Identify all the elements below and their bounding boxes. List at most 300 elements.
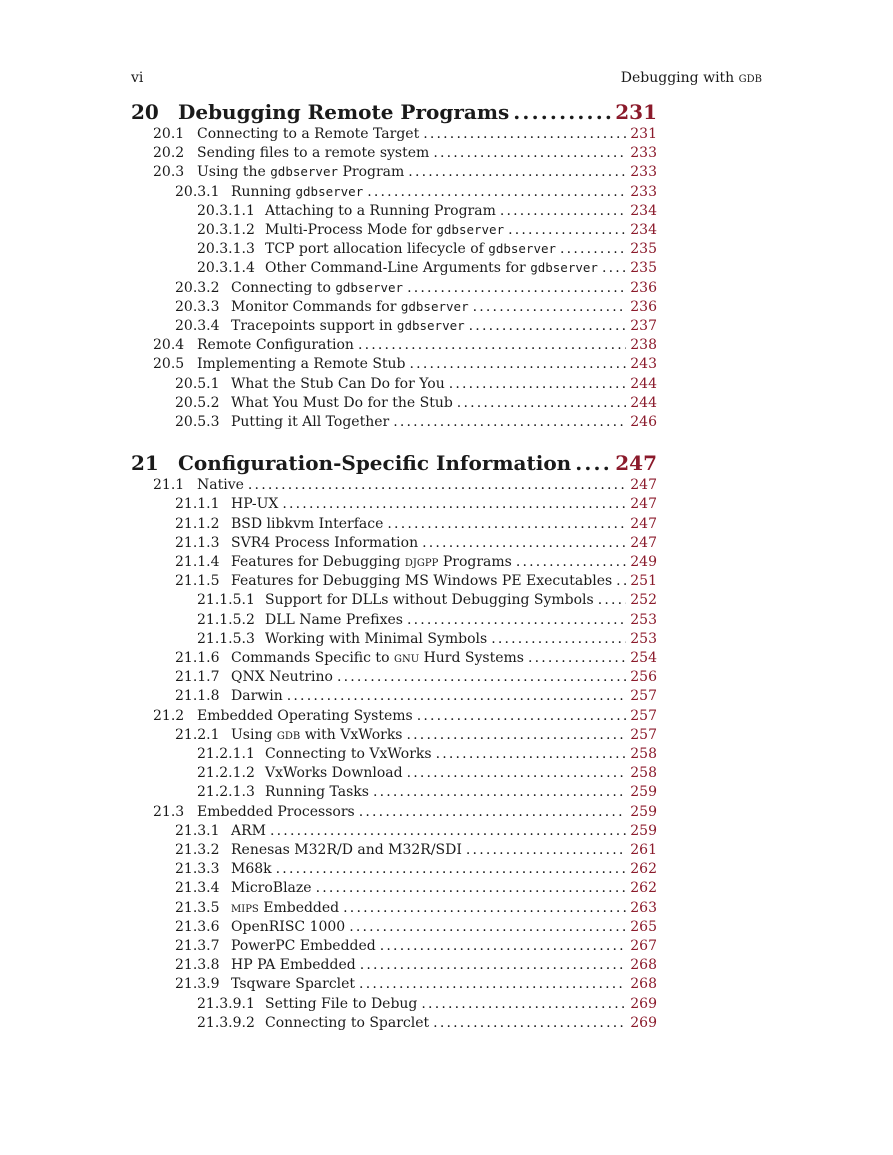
section-number: 20.3.1.3	[197, 241, 255, 258]
section-number: 21.1.3	[175, 534, 220, 551]
section-number: 20.1	[153, 126, 185, 142]
dot-leader	[380, 938, 627, 954]
toc-entry-21.1.5.2[interactable]	[197, 612, 657, 631]
title-segment: gdbserver	[488, 241, 557, 257]
page-number-link[interactable]: 233	[630, 164, 657, 181]
page-number-link[interactable]: 268	[630, 976, 657, 993]
section-title	[231, 976, 355, 992]
title-segment: Tsqware Sparclet	[231, 976, 356, 993]
section-title	[231, 573, 612, 589]
title-segment: Tracepoints support in	[231, 318, 397, 334]
dot-leader	[436, 746, 627, 762]
title-segment: Other Command-Line Arguments for	[265, 260, 531, 277]
section-title	[197, 145, 429, 161]
dot-leader	[513, 100, 611, 124]
title-segment: Hurd Systems	[419, 650, 524, 666]
page-number-link[interactable]: 249	[630, 554, 657, 570]
toc-entry-20.4[interactable]	[153, 337, 657, 356]
title-segment: gdbserver	[295, 183, 364, 199]
title-segment: Multi-Process Mode for	[265, 222, 437, 238]
title-segment: Embedded Operating Systems	[197, 707, 413, 724]
section-number: 21.1.7	[175, 669, 220, 686]
section-number: 21.1.4	[175, 554, 220, 570]
section-title	[197, 477, 244, 493]
title-segment: M68k	[231, 861, 272, 878]
title-segment: Using the	[197, 164, 271, 181]
page-number-link[interactable]: 262	[630, 861, 657, 878]
dot-leader	[598, 592, 627, 608]
section-number: 20.3.1	[175, 183, 220, 200]
title-segment: Attaching to a Running Program	[265, 202, 496, 219]
section-number: 20	[131, 100, 159, 124]
title-segment: Running Tasks	[265, 784, 369, 801]
title-segment: djgpp	[404, 554, 439, 570]
title-segment: Native	[197, 477, 244, 494]
section-number: 20.4	[153, 337, 185, 354]
dot-leader	[359, 976, 626, 992]
dot-leader	[422, 535, 626, 551]
section-number: 21.2.1.3	[197, 784, 255, 801]
section-title	[231, 938, 376, 954]
toc-entry-21.2.1.1[interactable]	[197, 746, 657, 765]
section-title	[231, 395, 453, 411]
dot-leader	[469, 318, 627, 334]
toc-entry-21.1[interactable]	[153, 477, 657, 496]
title-segment: BSD libkvm Interface	[231, 515, 384, 532]
page-number-link[interactable]: 244	[630, 375, 657, 392]
section-title	[265, 260, 598, 276]
title-segment: What You Must Do for the Stub	[231, 394, 453, 411]
toc-chapter-21[interactable]	[131, 451, 657, 477]
title-segment: gdbserver	[396, 318, 465, 333]
dot-leader	[466, 842, 626, 858]
title-segment: mips	[231, 899, 259, 916]
section-title	[265, 241, 556, 257]
section-number: 21	[131, 451, 159, 476]
title-segment: gdbserver	[400, 298, 469, 314]
section-number: 21.3	[153, 803, 185, 820]
page-number-link[interactable]: 238	[630, 337, 657, 354]
toc-entry-21.3.8[interactable]	[175, 957, 657, 976]
toc-entry-20.3.1.3[interactable]	[197, 241, 657, 260]
toc-entry-21.1.3[interactable]	[175, 535, 657, 554]
toc-entry-20.3.1.4[interactable]	[197, 260, 657, 279]
section-number: 21.3.7	[175, 938, 220, 954]
title-segment: gdbserver	[436, 222, 505, 237]
toc-entry-21.3.3[interactable]	[175, 861, 657, 880]
page-number-link[interactable]: 247	[630, 477, 657, 494]
section-title	[231, 880, 312, 896]
page-number-link[interactable]: 234	[630, 222, 657, 238]
section-title	[231, 280, 403, 296]
title-segment: Embedded	[258, 899, 340, 916]
title-segment: Implementing a Remote Stub	[197, 356, 406, 373]
page-label: vi	[131, 70, 144, 86]
dot-leader	[602, 260, 626, 276]
section-number: 21.1.6	[175, 650, 220, 666]
title-segment: Connecting to VxWorks	[265, 746, 432, 762]
page-number-link[interactable]: 252	[630, 592, 657, 609]
section-number: 20.3.1.4	[197, 260, 255, 277]
title-segment: Features for Debugging MS Windows PE Executables	[231, 573, 613, 590]
title-segment: ARM	[231, 822, 266, 839]
book-title	[621, 70, 762, 86]
dot-leader	[473, 299, 627, 315]
toc-entry-20.5.2[interactable]	[175, 395, 657, 414]
section-number: 21.3.6	[175, 918, 220, 935]
section-title	[231, 184, 363, 200]
title-segment: Configuration-Specific Information	[178, 451, 572, 476]
section-number: 21.1.8	[175, 688, 220, 705]
toc-entry-21.1.8[interactable]	[175, 688, 657, 707]
title-segment: Darwin	[231, 688, 283, 705]
title-segment: gdb	[276, 726, 301, 743]
toc-entry-21.3.9.1[interactable]	[197, 996, 657, 1015]
section-title	[231, 535, 418, 551]
page-number-link[interactable]: 257	[630, 726, 657, 743]
dot-leader	[248, 477, 626, 493]
section-title	[231, 861, 272, 877]
title-segment: Features for Debugging	[231, 554, 405, 570]
page-number-link[interactable]: 256	[630, 669, 657, 686]
page-number-link[interactable]: 243	[630, 356, 657, 373]
dot-leader	[528, 650, 626, 666]
title-segment: What the Stub Can Do for You	[231, 375, 445, 392]
section-title	[197, 126, 419, 142]
dot-leader	[393, 414, 626, 430]
section-number: 21.1	[153, 477, 185, 494]
toc-entry-20.3.4[interactable]	[175, 318, 657, 337]
dot-leader	[408, 164, 626, 180]
section-title	[231, 650, 524, 666]
dot-leader	[560, 241, 626, 257]
section-title	[231, 688, 283, 704]
title-segment: VxWorks Download	[265, 765, 403, 782]
dot-leader	[343, 900, 626, 916]
dot-leader	[508, 222, 626, 238]
section-title	[231, 516, 383, 532]
section-number: 21.3.9	[175, 976, 220, 993]
section-title	[231, 919, 345, 935]
section-number: 20.5.2	[175, 394, 220, 411]
page-number-link[interactable]: 258	[630, 765, 657, 782]
title-segment: gdbserver	[530, 260, 598, 276]
page-number-link[interactable]: 235	[630, 241, 657, 258]
page-number-link[interactable]: 247	[630, 496, 657, 513]
page-number-link[interactable]: 236	[630, 279, 657, 296]
section-number: 21.2	[153, 707, 185, 724]
title-segment: Embedded Processors	[197, 803, 355, 820]
page-number-link[interactable]: 233	[630, 183, 657, 200]
section-number: 21.1.1	[175, 496, 220, 513]
section-title	[265, 631, 487, 647]
title-segment: Connecting to a Remote Target	[197, 126, 420, 142]
toc-entry-21.3.7[interactable]	[175, 938, 657, 957]
page-number-link[interactable]: 247	[630, 534, 657, 551]
toc-chapter-20[interactable]	[131, 100, 657, 126]
title-segment: Running	[231, 183, 296, 200]
section-title	[265, 996, 417, 1012]
page-number-link[interactable]: 259	[630, 822, 657, 839]
section-number: 21.3.2	[175, 842, 220, 858]
section-title	[265, 592, 594, 608]
title-segment: Monitor Commands for	[231, 298, 401, 315]
title-segment: SVR4 Process Information	[231, 534, 419, 551]
toc-entry-21.3.9.2[interactable]	[197, 1015, 657, 1034]
title-segment: Putting it All Together	[231, 414, 390, 430]
toc-entry-21.2.1.2[interactable]	[197, 765, 657, 784]
dot-leader	[449, 376, 627, 392]
page-number-link[interactable]: 254	[630, 650, 657, 666]
section-title	[231, 957, 356, 973]
toc-entry-21.1.5[interactable]	[175, 573, 657, 592]
title-segment: Using	[231, 726, 277, 743]
section-title	[197, 804, 355, 820]
toc-entry-21.3.5[interactable]	[175, 900, 657, 919]
section-number: 20.3	[153, 164, 185, 181]
title-segment: QNX Neutrino	[231, 669, 333, 686]
section-number: 21.3.1	[175, 822, 220, 839]
toc-entry-21.1.4[interactable]	[175, 554, 657, 573]
dot-leader	[270, 823, 626, 839]
section-title	[265, 203, 496, 219]
book-title-text: Debugging with	[620, 70, 739, 86]
page-number-link[interactable]: 261	[630, 842, 657, 858]
page-number-link[interactable]: 257	[630, 707, 657, 724]
dot-leader	[407, 280, 626, 296]
toc-entry-21.1.7[interactable]	[175, 669, 657, 688]
title-segment: Renesas M32R/D and M32R/SDI	[231, 842, 462, 858]
section-number: 21.1.5.1	[197, 592, 255, 609]
dot-leader	[373, 784, 626, 800]
page-number-link[interactable]: 265	[630, 918, 657, 935]
section-title	[265, 784, 369, 800]
page-number-link[interactable]: 244	[630, 394, 657, 411]
dot-leader	[360, 957, 627, 973]
section-title	[231, 554, 512, 570]
title-segment: Programs	[438, 554, 512, 570]
toc-entry-21.3.6[interactable]	[175, 919, 657, 938]
dot-leader	[367, 184, 626, 200]
dot-leader	[410, 356, 627, 372]
page-number-link[interactable]: 262	[630, 880, 657, 897]
title-segment: gnu	[393, 650, 420, 666]
section-title	[197, 164, 404, 180]
toc-entry-21.2[interactable]	[153, 708, 657, 727]
dot-leader	[358, 337, 626, 353]
section-number: 20.2	[153, 145, 185, 162]
toc-entry-20.3.1[interactable]	[175, 184, 657, 203]
section-number: 21.1.5.2	[197, 611, 255, 628]
page-number-link[interactable]: 268	[630, 957, 657, 974]
section-title	[197, 337, 354, 353]
page-number-link[interactable]: 253	[630, 630, 657, 647]
page-number-link[interactable]: 234	[630, 202, 657, 219]
toc-entry-20.3.3[interactable]	[175, 299, 657, 318]
toc-entry-21.1.2[interactable]	[175, 516, 657, 535]
page-number-link[interactable]: 267	[630, 938, 657, 954]
dot-leader	[337, 669, 626, 685]
title-segment: with VxWorks	[300, 726, 403, 743]
section-number: 21.2.1	[175, 726, 220, 743]
dot-leader	[282, 496, 626, 512]
title-segment: gdbserver	[270, 164, 339, 180]
title-segment: Support for DLLs without Debugging Symbols	[265, 592, 594, 609]
toc-entry-21.2.1.3[interactable]	[197, 784, 657, 803]
dot-leader	[276, 861, 627, 877]
toc-entry-21.3.9[interactable]	[175, 976, 657, 995]
toc-entry-21.1.5.3[interactable]	[197, 631, 657, 650]
title-segment: Commands Specific to	[231, 650, 394, 666]
title-segment: Sending files to a remote system	[197, 145, 430, 162]
page-number-link[interactable]: 269	[630, 995, 657, 1012]
title-segment: gdbserver	[335, 279, 404, 295]
dot-leader	[287, 688, 627, 704]
page-number-link[interactable]: 247	[630, 515, 657, 532]
section-number: 21.2.1.2	[197, 765, 255, 782]
section-number: 20.3.1.2	[197, 222, 255, 238]
toc-entry-21.1.6[interactable]	[175, 650, 657, 669]
toc-entry-21.3.1[interactable]	[175, 823, 657, 842]
dot-leader	[500, 203, 626, 219]
title-segment: HP PA Embedded	[231, 957, 356, 974]
section-number: 20.5	[153, 356, 185, 373]
toc-entry-20.3[interactable]	[153, 164, 657, 183]
section-title	[231, 842, 462, 858]
title-segment: Setting File to Debug	[265, 995, 418, 1012]
dot-leader	[491, 631, 626, 647]
section-number: 21.2.1.1	[197, 746, 255, 762]
dot-leader	[421, 996, 626, 1012]
section-number: 21.1.5.3	[197, 630, 255, 647]
section-number: 21.3.9.2	[197, 1014, 255, 1031]
section-number: 21.1.2	[175, 515, 220, 532]
page-number-link[interactable]: 237	[630, 318, 657, 334]
toc-entry-20.5[interactable]	[153, 356, 657, 375]
toc-entry-21.3.4[interactable]	[175, 880, 657, 899]
section-number: 21.3.3	[175, 861, 220, 878]
page-number-link[interactable]: 233	[630, 145, 657, 162]
dot-leader	[457, 395, 626, 411]
section-number: 21.3.4	[175, 880, 220, 897]
toc-entry-21.3.2[interactable]	[175, 842, 657, 861]
dot-leader	[316, 880, 627, 896]
section-number: 21.1.5	[175, 573, 220, 590]
dot-leader	[433, 1015, 626, 1031]
section-number: 20.3.1.1	[197, 202, 255, 219]
section-title	[265, 1015, 429, 1031]
dot-leader	[575, 451, 611, 475]
page-number-link[interactable]: 247	[615, 451, 657, 476]
section-title	[231, 823, 266, 839]
title-segment: Working with Minimal Symbols	[265, 630, 488, 647]
section-title	[265, 765, 403, 781]
page-number-link[interactable]: 251	[630, 573, 657, 590]
section-number: 21.3.9.1	[197, 995, 255, 1012]
toc-entry-20.3.2[interactable]	[175, 280, 657, 299]
toc-entry-21.1.5.1[interactable]	[197, 592, 657, 611]
dot-leader	[359, 804, 627, 820]
title-segment: Remote Configuration	[197, 337, 354, 354]
title-segment: Connecting to	[231, 279, 336, 296]
page-number-link[interactable]: 259	[630, 784, 657, 801]
title-segment: Debugging Remote Programs	[178, 100, 510, 124]
section-title	[231, 669, 333, 685]
page-number-link[interactable]: 257	[630, 688, 657, 705]
title-segment: MicroBlaze	[231, 880, 312, 897]
page-number-link[interactable]: 263	[630, 899, 657, 916]
section-number: 20.3.3	[175, 298, 220, 315]
dot-leader	[423, 126, 626, 142]
page-number-link[interactable]: 269	[630, 1014, 657, 1031]
section-title	[265, 222, 504, 238]
section-number: 20.3.4	[175, 318, 220, 334]
section-title	[178, 451, 571, 475]
toc-entry-20.5.3[interactable]	[175, 414, 657, 433]
section-title	[231, 727, 403, 743]
section-title	[197, 708, 413, 724]
dot-leader	[407, 765, 627, 781]
toc-entry-20.2[interactable]	[153, 145, 657, 164]
page-number-link[interactable]: 236	[630, 298, 657, 315]
page-number-link[interactable]: 231	[615, 100, 657, 124]
page-number-link[interactable]: 258	[630, 746, 657, 762]
title-segment: Program	[338, 164, 405, 181]
section-number: 20.3.2	[175, 279, 220, 296]
page-number-link[interactable]: 235	[630, 260, 657, 277]
section-title	[231, 299, 469, 315]
section-number: 20.5.1	[175, 375, 220, 392]
toc-entry-21.1.1[interactable]	[175, 496, 657, 515]
toc-entry-20.1[interactable]	[153, 126, 657, 145]
title-segment: Connecting to Sparclet	[265, 1014, 430, 1031]
section-number: 21.3.8	[175, 957, 220, 974]
page-number-link[interactable]: 231	[630, 126, 657, 142]
section-title	[231, 318, 465, 334]
dot-leader	[387, 516, 626, 532]
section-title	[265, 746, 432, 762]
dot-leader	[417, 708, 627, 724]
toc-entry-21.2.1[interactable]	[175, 727, 657, 746]
running-head	[131, 70, 762, 88]
dot-leader	[349, 919, 626, 935]
page-number-link[interactable]: 253	[630, 611, 657, 628]
section-title	[178, 100, 509, 124]
title-segment: TCP port allocation lifecycle of	[265, 241, 489, 258]
toc-entry-20.5.1[interactable]	[175, 376, 657, 395]
dot-leader	[616, 573, 626, 589]
dot-leader	[516, 554, 626, 570]
book-title-gdb: gdb	[738, 70, 762, 86]
page-number-link[interactable]: 259	[630, 803, 657, 820]
dot-leader	[407, 612, 626, 628]
section-title	[231, 414, 389, 430]
toc-entry-20.3.1.2[interactable]	[197, 222, 657, 241]
title-segment: DLL Name Prefixes	[265, 611, 403, 628]
dot-leader	[407, 727, 627, 743]
title-segment: PowerPC Embedded	[231, 938, 376, 954]
page-number-link[interactable]: 246	[630, 414, 657, 430]
section-title	[197, 356, 406, 372]
section-title	[231, 376, 445, 392]
section-title	[231, 496, 278, 512]
section-number: 20.5.3	[175, 414, 220, 430]
title-segment: OpenRISC 1000	[231, 918, 346, 935]
toc-entry-20.3.1.1[interactable]	[197, 203, 657, 222]
section-number: 21.3.5	[175, 899, 220, 916]
toc-entry-21.3[interactable]	[153, 804, 657, 823]
section-title	[231, 900, 339, 916]
